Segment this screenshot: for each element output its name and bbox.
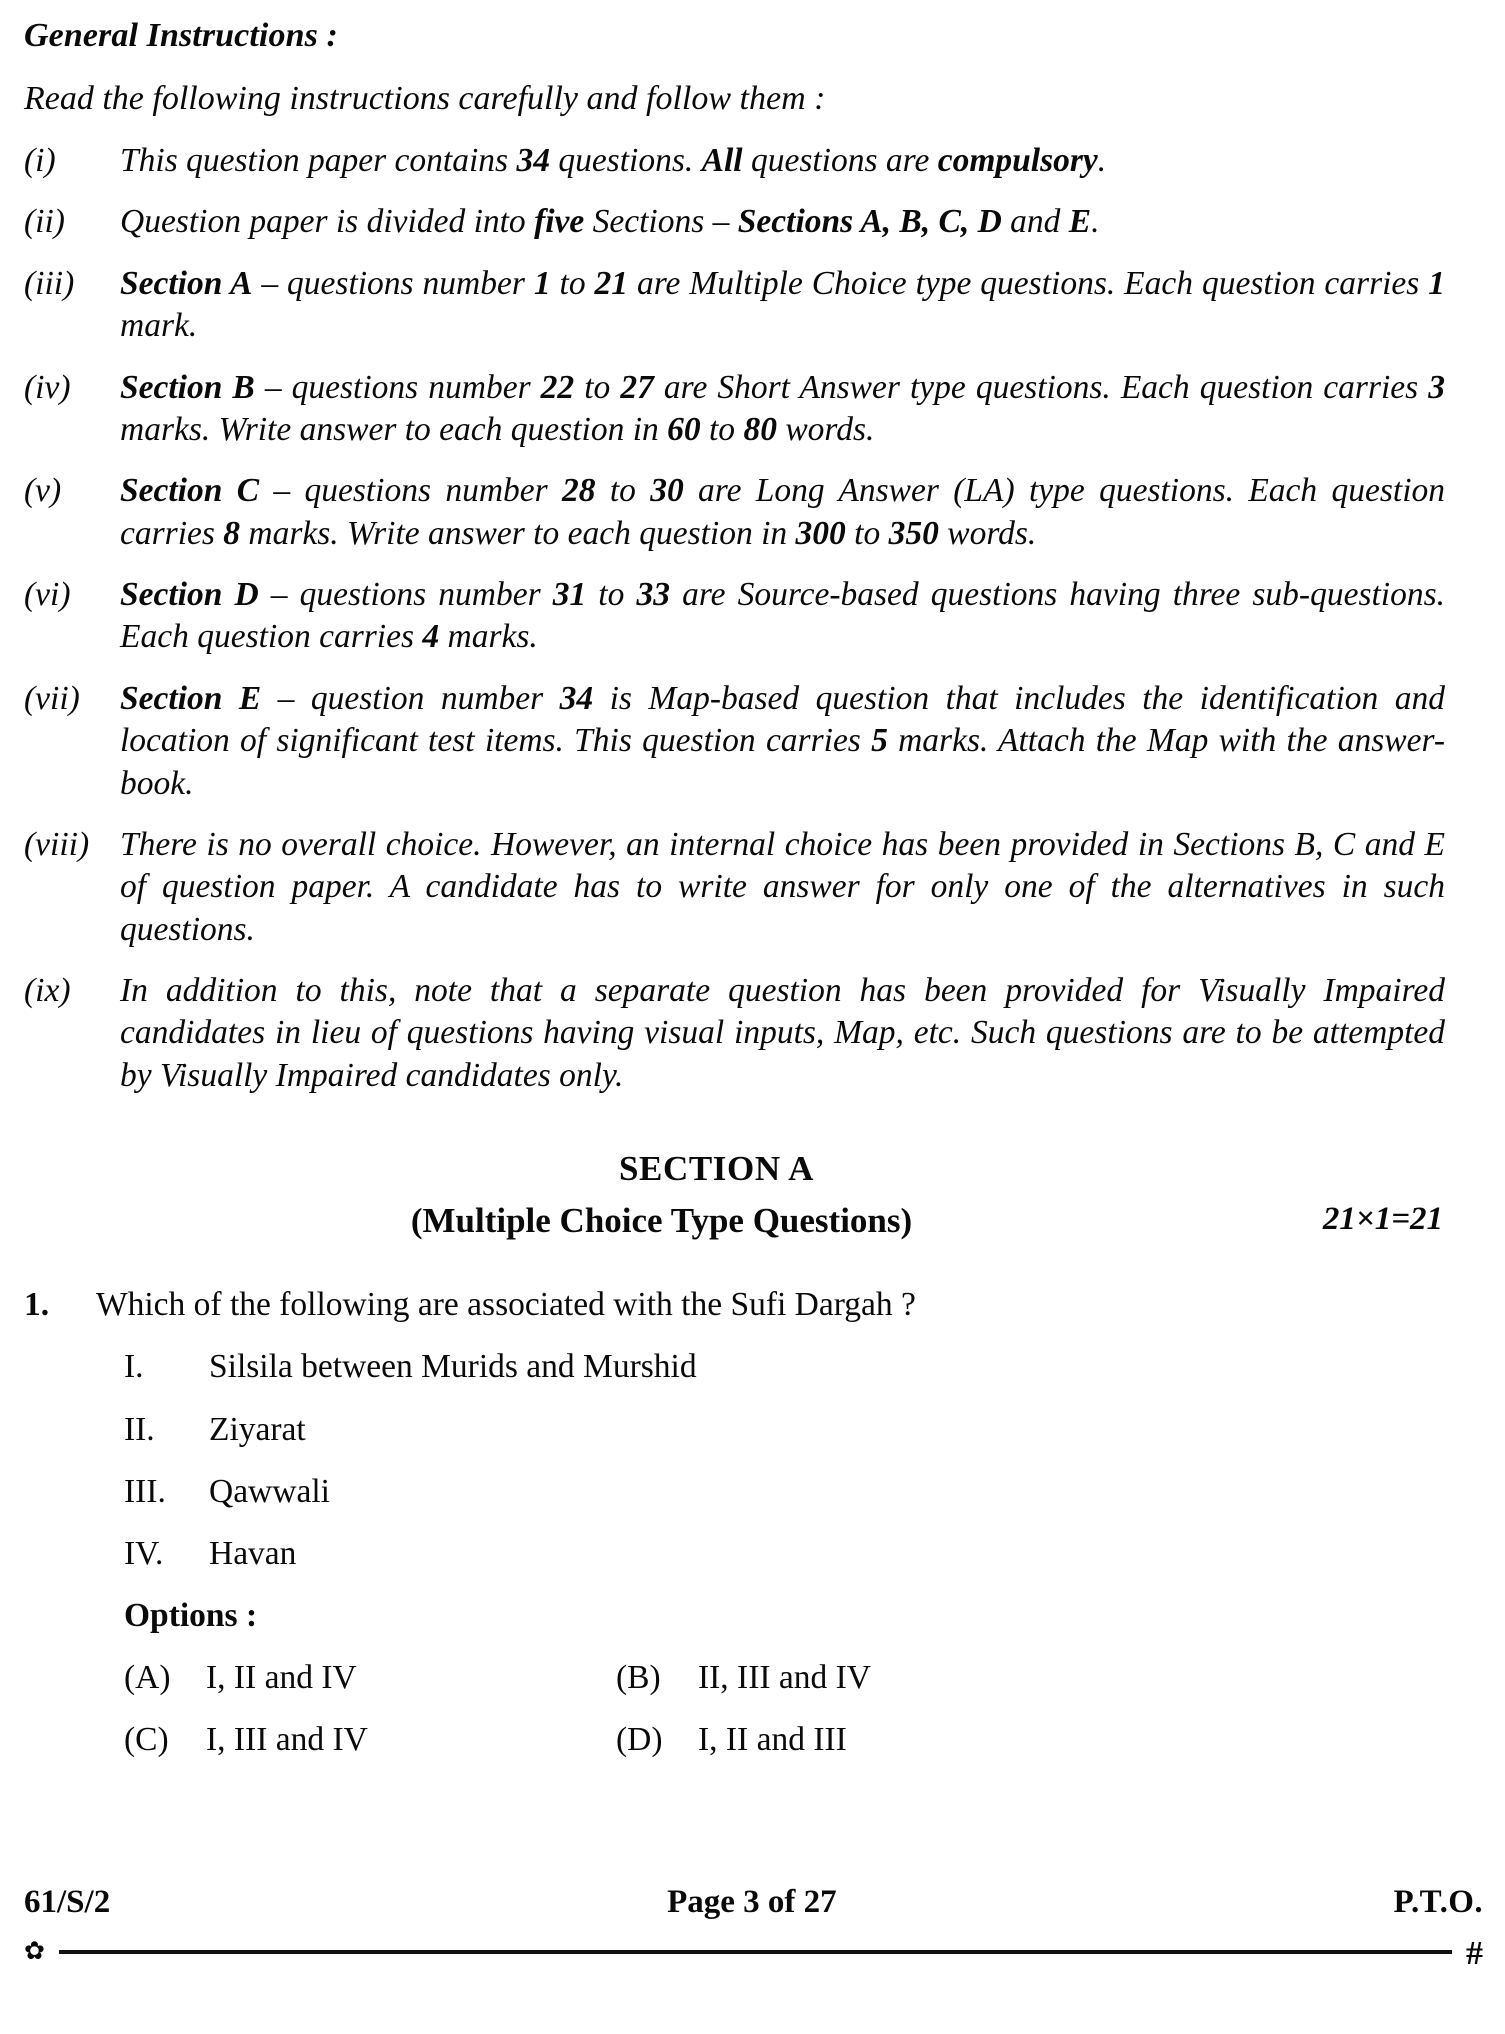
option-key: (A) (124, 1659, 171, 1697)
pto-label: P.T.O. (1393, 1884, 1483, 1920)
instruction-text: Section C – questions number 28 to 30 are Long Answer (LA) type questions. Each question carries 8 marks. Write answer to each question in 300 to 350 words. (120, 472, 1446, 552)
page-footer (24, 1884, 1483, 1980)
instruction-marker: (iv) (24, 368, 71, 406)
instruction-item (24, 140, 1445, 182)
options-grid (24, 1658, 1445, 1760)
instruction-text: In addition to this, note that a separate question has been provided for Visually Impaired candidates in lieu of questions having visual inputs, Map, etc. Such questions are to be attempted by Visually Impaired candidates only. (120, 972, 1445, 1094)
question-statement (24, 1410, 1445, 1450)
question-statement-list (24, 1347, 1445, 1574)
question-stem: Which of the following are associated with the Sufi Dargah ? (96, 1286, 916, 1324)
option-a[interactable] (124, 1658, 616, 1698)
instruction-text: There is no overall choice. However, an internal choice has been provided in Sections B, C and E of question paper. A candidate has to write answer for only one of the alternatives in such questions. (120, 825, 1445, 948)
instruction-marker: (ix) (24, 972, 71, 1009)
instruction-item (24, 574, 1445, 659)
instruction-item (24, 367, 1445, 452)
instruction-text: Section A – questions number 1 to 21 are Multiple Choice type questions. Each question carries 1 mark. (120, 264, 1446, 345)
instruction-text: This question paper contains 34 questions. All questions are compulsory. (120, 142, 1107, 179)
hash-icon: # (1466, 1935, 1483, 1972)
footer-text-row (24, 1884, 1483, 1921)
question-statement (24, 1347, 1445, 1387)
instruction-text: Section D – questions number 31 to 33 are Source-based questions having three sub-questions. Each question carries 4 marks. (120, 576, 1446, 656)
instruction-item (24, 970, 1445, 1097)
instruction-marker: (i) (24, 142, 56, 179)
statement-text: Havan (209, 1534, 297, 1572)
instruction-item (24, 824, 1445, 951)
question-number: 1. (24, 1286, 50, 1324)
question-stem-row (24, 1285, 1445, 1325)
section-a-marks-note: 21×1=21 (1322, 1201, 1443, 1238)
option-text: I, II and III (698, 1721, 847, 1759)
instructions-lead-text: Read the following instructions carefully and follow them : (24, 80, 826, 117)
section-a-subheading: (Multiple Choice Type Questions) (410, 1201, 913, 1241)
instruction-marker: (vi) (24, 576, 71, 613)
instruction-item (24, 470, 1445, 555)
section-a-heading: SECTION A (618, 1149, 815, 1189)
option-text: I, II and IV (206, 1659, 357, 1697)
paper-code: 61/S/2 (24, 1884, 111, 1920)
footer-divider (59, 1950, 1452, 1954)
question-statement (24, 1472, 1445, 1512)
statement-text: Silsila between Murids and Murshid (209, 1348, 697, 1386)
option-row (124, 1720, 1445, 1760)
option-key: (B) (616, 1659, 661, 1697)
instruction-text: Section E – question number 34 is Map-based question that includes the identification and location of significant test items. This question carries 5 marks. Attach the Map with the answer-book. (120, 679, 1445, 802)
flower-icon: ✿ (24, 1937, 45, 1965)
statement-text: Ziyarat (209, 1410, 306, 1448)
general-instructions-title: General Instructions : (24, 17, 338, 54)
option-c[interactable] (124, 1720, 616, 1760)
question-statement (24, 1534, 1445, 1574)
footer-rule-row (24, 1935, 1483, 1972)
instruction-marker: (viii) (24, 825, 90, 863)
instruction-item (24, 263, 1445, 348)
instructions-list (24, 140, 1445, 1097)
instruction-item (24, 678, 1445, 805)
instruction-marker: (v) (24, 472, 62, 510)
instruction-marker: (ii) (24, 203, 65, 241)
statement-text: Qawwali (209, 1472, 330, 1510)
option-d[interactable] (616, 1720, 1445, 1760)
statement-marker: I. (124, 1348, 144, 1386)
options-label: Options : (124, 1597, 258, 1635)
statement-marker: II. (124, 1410, 155, 1448)
option-key: (C) (124, 1721, 169, 1759)
question-1 (24, 1285, 1445, 1761)
option-text: II, III and IV (698, 1659, 871, 1697)
statement-marker: IV. (124, 1534, 164, 1572)
instruction-item (24, 201, 1445, 243)
statement-marker: III. (124, 1472, 166, 1510)
option-text: I, III and IV (206, 1721, 368, 1759)
instruction-text: Section B – questions number 22 to 27 are Short Answer type questions. Each question carries 3 marks. Write answer to each question in 60 to 80 words. (120, 368, 1446, 448)
section-a-subheading-row (24, 1201, 1445, 1241)
option-row (124, 1658, 1445, 1698)
instruction-marker: (iii) (24, 264, 75, 302)
page-number: Page 3 of 27 (667, 1884, 837, 1920)
instruction-text: Question paper is divided into five Sections – Sections A, B, C, D and E. (120, 203, 1100, 241)
option-key: (D) (616, 1721, 663, 1759)
instruction-marker: (vii) (24, 679, 80, 717)
option-b[interactable] (616, 1658, 1445, 1698)
general-instructions-block (24, 14, 1445, 1097)
